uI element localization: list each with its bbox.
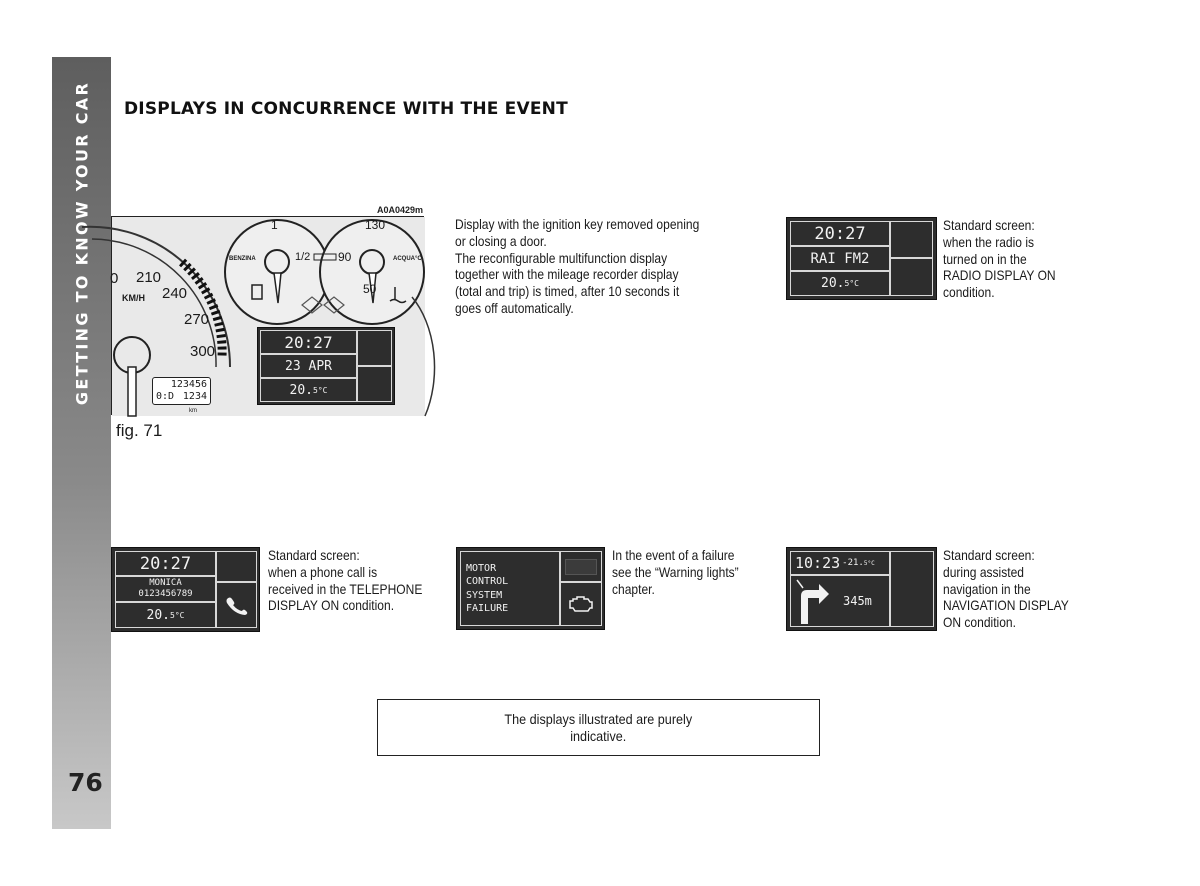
phone-icon [224,594,250,616]
speed-tick-270: 270 [184,311,210,328]
odometer-total: 123456 [170,379,207,390]
speed-unit: KM/H [122,293,145,303]
engine-warning-icon [567,594,595,614]
phone-display-caller [115,576,216,602]
radio-display-side-top [890,221,933,258]
fuel-label: BENZINA [229,256,256,262]
turn-right-arrow-icon [791,576,835,626]
radio-display-temp: 20. 5°C [790,271,890,296]
failure-blank-box [565,559,597,575]
phone-display-temp: 20. 5°C [115,602,216,628]
phone-contact: MONICA [149,578,182,588]
disclaimer-note [377,699,820,756]
navigation-caption: Standard screen: during assisted navigation in the NAVIGATION DISPLAY ON condition. [943,547,1069,631]
fig-display-date: 23 APR [260,354,357,378]
fig-display-time: 20:27 [260,330,357,354]
phone-caption: Standard screen: when a phone call is received in the TELEPHONE DISPLAY ON condition. [268,547,423,614]
figure-label: fig. 71 [116,421,163,440]
nav-display-side [890,551,934,627]
phone-display-side-bottom [216,582,257,628]
speed-tick-0: 0 [110,270,119,287]
radio-display-side-bottom [890,258,933,296]
phone-display-side-top [216,551,257,582]
nav-display-route [790,575,890,627]
failure-display-message [460,551,560,626]
phone-display-time: 20:27 [115,551,216,576]
odometer [152,377,211,405]
intro-paragraph: Display with the ignition key removed opening or closing a door. The reconfigurable multifunction display together with the mileage recorder display (total and trip) is timed, after 10 seconds it goes off automatically. [455,216,700,316]
temp-mid: 90 [338,250,352,264]
failure-line-3: SYSTEM [466,589,503,601]
figure-code: A0A0429m [377,205,424,215]
section-title: GETTING TO KNOW YOUR CAR [72,80,92,406]
failure-display-side-top [560,551,602,582]
fuel-half: 1/2 [295,251,311,263]
nav-display-time-row: 10:23 -21. 5°C [790,551,890,575]
radio-caption: Standard screen: when the radio is turned on in the RADIO DISPLAY ON condition. [943,217,1056,301]
disclaimer-text: The displays illustrated are purely indicative. [504,710,693,744]
fig-display [257,327,395,405]
radio-display [786,217,937,300]
temp-low: 50 [363,282,377,296]
speed-tick-240: 240 [162,285,188,302]
temp-top: 130 [365,218,386,232]
navigation-display [786,547,937,631]
fig-display-side-top [357,330,392,366]
failure-line-2: CONTROL [466,576,509,587]
radio-display-time: 20:27 [790,221,890,246]
failure-display [456,547,605,630]
nav-display-time: 10:23 [795,554,841,572]
failure-line-1: MOTOR [466,562,497,574]
page-heading: DISPLAYS IN CONCURRENCE WITH THE EVENT [124,99,568,119]
fig-display-side-bottom [357,366,392,402]
odometer-trip-prefix: 0:D [156,391,175,402]
page-number: 76 [68,768,103,797]
failure-display-side-bottom [560,582,602,626]
phone-display [111,547,260,632]
km-label: km [189,408,197,414]
fuel-full: 1 [271,218,278,232]
fig-display-temp: 20. 5°C [260,378,357,402]
failure-caption: In the event of a failure see the “Warning lights” chapter. [612,547,739,597]
phone-number: 0123456789 [138,589,193,599]
temp-label: ACQUA°C [393,256,422,262]
speed-tick-210: 210 [136,269,162,286]
speed-tick-300: 300 [190,343,216,360]
radio-display-station: RAI FM2 [790,246,890,271]
dashboard-figure [111,216,424,415]
odometer-trip: 1234 [182,391,207,402]
nav-display-distance: 345m [843,594,872,608]
failure-line-4: FAILURE [466,603,509,614]
nav-display-temp: -21. [842,558,864,568]
